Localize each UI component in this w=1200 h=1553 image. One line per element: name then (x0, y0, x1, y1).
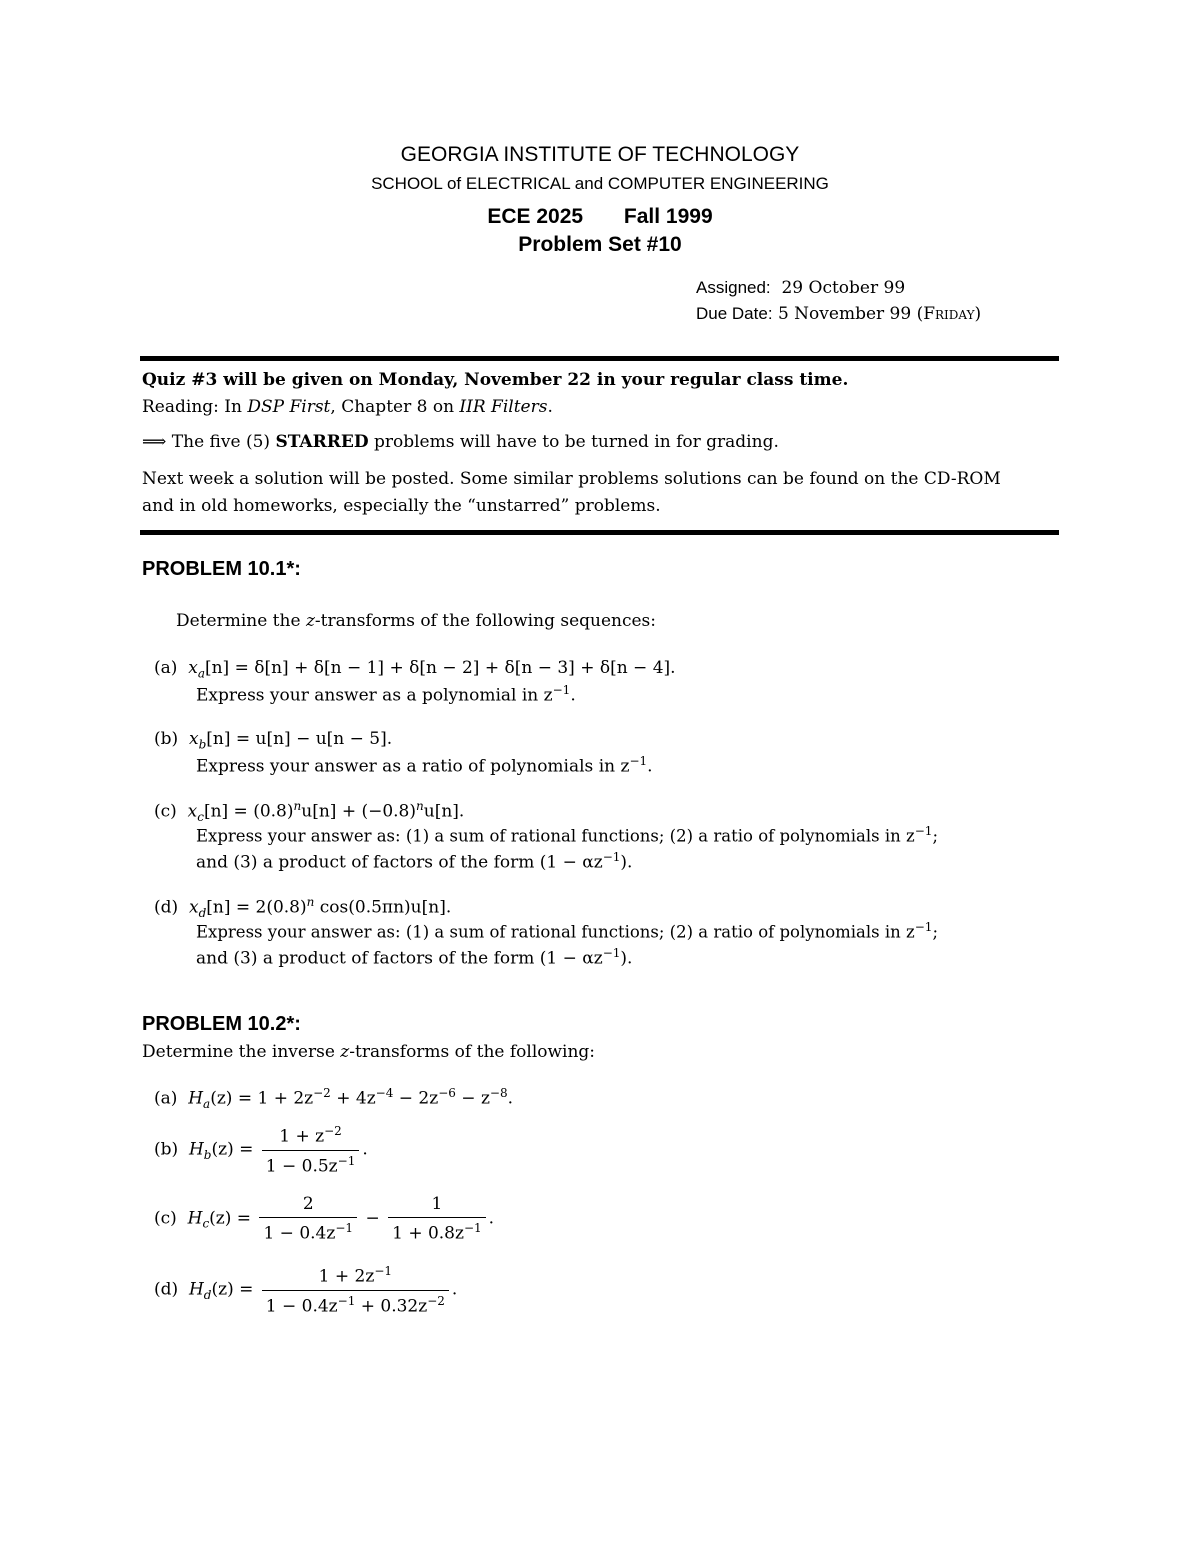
p2c-fraction-1 (259, 1194, 357, 1244)
p2b-label: (b) (154, 1139, 179, 1160)
p2c-numerator-1: 2 (259, 1194, 357, 1218)
p1c-sub: c (197, 810, 204, 825)
p1d-sub: d (198, 906, 207, 921)
due-date: 5 November 99 ( (777, 304, 924, 324)
p1a-x: x (188, 658, 198, 678)
p1-intro-var: z (305, 611, 315, 631)
p2c-den2-sup: −1 (463, 1221, 482, 1235)
p1b-label: (b) (154, 729, 179, 749)
due-day: Friday (923, 304, 975, 324)
starred-prefix: The five (5) (166, 432, 276, 452)
p1d-sup1: n (306, 895, 315, 909)
p1-part-b (154, 729, 392, 751)
problem-10-1-title: PROBLEM 10.1*: (142, 558, 301, 580)
p1d-note2-end: ). (620, 948, 633, 969)
p1-part-a (154, 658, 676, 680)
p1c-note1 (196, 824, 938, 846)
p2-intro-suffix: -transforms of the following: (349, 1042, 596, 1062)
reading-book: DSP First (247, 397, 331, 417)
p2a-t1: + 4z (330, 1088, 376, 1109)
p2a-label: (a) (154, 1088, 178, 1109)
p2c-fraction-2 (388, 1194, 486, 1244)
p2b-den-sup: −1 (337, 1153, 356, 1168)
p2a-s4: −8 (489, 1086, 508, 1100)
p1c-note2-text: and (3) a product of factors of the form (1 − αz (196, 852, 603, 873)
p1c-x: x (187, 801, 198, 822)
starred-line (142, 432, 779, 452)
p2a-s3: −6 (438, 1086, 456, 1100)
p1b-note-end: . (647, 756, 653, 777)
p1d-label: (d) (154, 897, 179, 918)
course-line (0, 205, 1200, 229)
p2a-h: H (188, 1088, 204, 1109)
p2c-sub: c (202, 1216, 210, 1231)
starred-bold: STARRED (275, 432, 369, 452)
p2b-numerator (262, 1124, 360, 1151)
p2b-sub: b (203, 1148, 212, 1163)
p2d-num-text: 1 + 2z (318, 1266, 375, 1287)
p2d-h: H (188, 1279, 204, 1300)
p1b-rest: [n] = u[n] − u[n − 5]. (206, 729, 393, 749)
p2d-numerator (262, 1264, 449, 1291)
p1c-note2-end: ). (620, 852, 633, 873)
p1c-rest2: u[n] + (−0.8) (301, 801, 417, 822)
p2-intro-prefix: Determine the inverse (142, 1042, 341, 1062)
p1d-rest2: cos(0.5πn)u[n]. (314, 897, 452, 918)
p1c-note1-text: Express your answer as: (1) a sum of rational functions; (2) a ratio of polynomials in z (196, 826, 915, 846)
p1d-note1-sup: −1 (914, 920, 933, 934)
p1-part-c (154, 799, 464, 824)
p2b-den-text: 1 − 0.5z (265, 1156, 338, 1177)
p2c-denominator-1 (259, 1218, 357, 1244)
p2c-denominator-2 (388, 1218, 486, 1244)
p2-part-b (154, 1124, 368, 1176)
p2-part-c (154, 1194, 494, 1244)
p1c-note2 (196, 850, 632, 873)
p2b-fraction (262, 1124, 360, 1176)
p1a-note-sup: −1 (552, 683, 571, 697)
p1c-rest3: u[n]. (423, 801, 465, 822)
p1c-rest1: [n] = (0.8) (203, 801, 294, 822)
p2a-sub: a (203, 1097, 211, 1112)
p2b-num-text: 1 + z (279, 1126, 325, 1147)
p1b-note-sup: −1 (629, 754, 648, 768)
p1c-note1-sup: −1 (914, 824, 933, 838)
p2b-h: H (188, 1139, 204, 1160)
p1c-sup2: n (416, 799, 424, 813)
p2d-eq: (z) = (211, 1279, 254, 1300)
p2c-den2-text: 1 + 0.8z (392, 1223, 464, 1244)
p1d-note2 (196, 946, 632, 969)
reading-prefix: Reading: In (142, 397, 248, 417)
p2d-denominator (262, 1291, 449, 1317)
p2a-t2: − 2z (393, 1088, 439, 1109)
assigned-label: Assigned: (696, 278, 771, 297)
p2b-period: . (362, 1139, 368, 1160)
problem-10-2-intro (142, 1042, 595, 1062)
p1a-rest: [n] = δ[n] + δ[n − 1] + δ[n − 2] + δ[n − 3] + δ[n − 4]. (204, 658, 676, 678)
p1d-note1-end: ; (932, 922, 938, 942)
p2b-num-sup: −2 (324, 1124, 342, 1138)
p1c-note1-end: ; (932, 826, 938, 846)
p1a-note-end: . (570, 685, 576, 706)
p1b-sub: b (198, 737, 207, 752)
p1d-rest1: [n] = 2(0.8) (206, 897, 307, 918)
p2c-h: H (187, 1208, 203, 1229)
reading-topic: IIR Filters (459, 397, 548, 417)
due-close: ) (974, 304, 982, 324)
p2c-den1-text: 1 − 0.4z (263, 1223, 336, 1244)
p2c-eq: (z) = (209, 1208, 252, 1229)
p2a-s2: −4 (375, 1086, 394, 1100)
p2b-denominator (262, 1151, 360, 1177)
due-line (696, 304, 981, 324)
p2a-s1: −2 (313, 1086, 331, 1100)
p1c-label: (c) (154, 801, 177, 822)
solution-line-2: and in old homeworks, especially the “unstarred” problems. (142, 496, 661, 516)
p1d-x: x (188, 897, 199, 918)
assigned-date: 29 October 99 (781, 278, 906, 298)
p2b-eq: (z) = (211, 1139, 254, 1160)
p2c-minus: − (365, 1208, 380, 1229)
p1d-note2-sup: −1 (602, 946, 621, 960)
p2a-t3: − z (455, 1088, 490, 1109)
p2d-den-mid: + 0.32z (355, 1296, 428, 1317)
reading-mid: , Chapter 8 on (330, 397, 460, 417)
p2d-sub: d (203, 1288, 212, 1303)
p2c-numerator-2: 1 (388, 1194, 486, 1218)
p1d-note2-text: and (3) a product of factors of the form (1 − αz (196, 948, 603, 969)
p1b-x: x (188, 729, 199, 749)
p2-part-d (154, 1264, 457, 1316)
p2d-den-sup2: −2 (427, 1293, 445, 1308)
reading-end: . (547, 397, 553, 417)
problem-10-1-intro (176, 611, 656, 631)
bottom-rule (140, 530, 1059, 535)
p2d-den-text: 1 − 0.4z (265, 1296, 338, 1317)
quiz-announcement: Quiz #3 will be given on Monday, November 22 in your regular class time. (142, 370, 849, 390)
course-code: ECE 2025 (487, 205, 584, 228)
course-term: Fall 1999 (623, 205, 713, 228)
p2-intro-var: z (340, 1042, 350, 1062)
p2d-period: . (451, 1279, 458, 1300)
p1a-note (196, 683, 576, 706)
p2d-fraction (262, 1264, 449, 1316)
p2-part-a (154, 1086, 513, 1111)
p1-part-d (154, 895, 451, 920)
p1-intro-suffix: -transforms of the following sequences: (314, 611, 657, 631)
p1d-note1 (196, 920, 938, 942)
starred-suffix: problems will have to be turned in for grading. (368, 432, 779, 452)
p1d-note1-text: Express your answer as: (1) a sum of rational functions; (2) a ratio of polynomials in z (196, 922, 915, 942)
due-label: Due Date: (696, 304, 773, 323)
p1a-note-text: Express your answer as a polynomial in z (196, 685, 553, 706)
p1a-label: (a) (154, 658, 178, 678)
problem-set-title: Problem Set #10 (518, 233, 682, 256)
top-rule (140, 356, 1059, 361)
p2d-den-sup1: −1 (337, 1293, 356, 1308)
p2c-den1-sup: −1 (335, 1221, 354, 1235)
p2d-num-sup: −1 (374, 1264, 393, 1278)
p2d-label: (d) (154, 1279, 179, 1300)
school-name: SCHOOL of ELECTRICAL and COMPUTER ENGINEERING (371, 174, 829, 193)
problem-10-2-title: PROBLEM 10.2*: (142, 1013, 301, 1035)
p1-intro-prefix: Determine the (176, 611, 306, 631)
reading-line (142, 397, 553, 417)
assigned-line (696, 278, 905, 298)
p1c-sup1: n (293, 799, 302, 813)
p1b-note-text: Express your answer as a ratio of polynomials in z (196, 756, 630, 777)
p2a-t4: . (507, 1088, 514, 1109)
p2c-label: (c) (154, 1208, 177, 1229)
arrow-icon: ⟹ (142, 432, 167, 452)
solution-line-1: Next week a solution will be posted. Some similar problems solutions can be found on the CD-ROM (142, 469, 1001, 489)
p2c-period: . (488, 1208, 495, 1229)
institute-name: GEORGIA INSTITUTE OF TECHNOLOGY (400, 143, 800, 166)
p1b-note (196, 754, 653, 777)
p1c-note2-sup: −1 (602, 850, 621, 864)
p2a-eq: (z) = 1 + 2z (210, 1088, 314, 1109)
p1a-sub: a (197, 666, 205, 681)
